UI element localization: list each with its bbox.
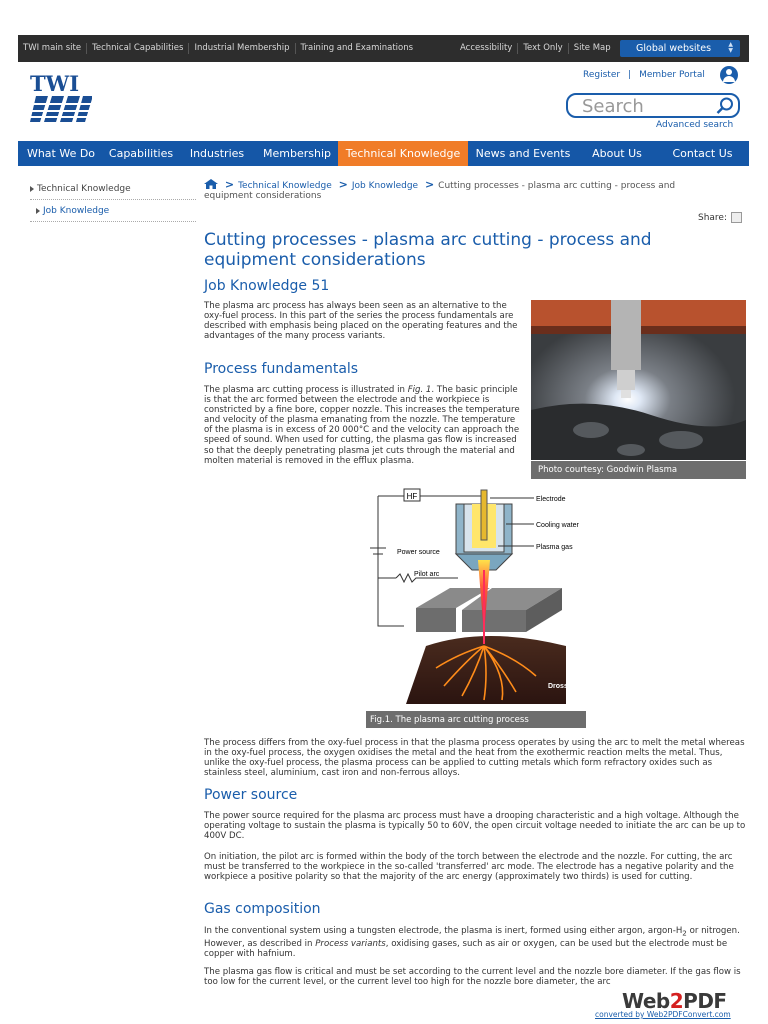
home-icon[interactable] xyxy=(204,179,218,189)
register-link[interactable]: Register xyxy=(583,70,621,80)
breadcrumb-current: Cutting processes - plasma arc cutting - process and equipment considerations xyxy=(204,181,676,201)
plasma-cutting-photo xyxy=(531,300,746,460)
heading-power-source: Power source xyxy=(204,787,298,803)
nav-membership[interactable]: Membership xyxy=(263,147,331,160)
sidebar xyxy=(30,178,196,222)
figure-reference: Fig. 1 xyxy=(407,385,432,395)
select-arrows-icon: ▲ ▼ xyxy=(728,41,733,54)
sidebar-item-job-knowledge[interactable] xyxy=(30,200,196,222)
breadcrumb-separator: > xyxy=(224,178,235,191)
search-input[interactable] xyxy=(582,96,712,116)
account-links xyxy=(583,70,705,80)
print-icon[interactable] xyxy=(731,212,742,223)
plasma-arc-diagram xyxy=(366,486,588,711)
member-avatar-icon[interactable] xyxy=(720,66,738,84)
text: The plasma arc cutting process is illustrated in xyxy=(204,385,408,395)
gas-paragraph-1 xyxy=(204,926,749,959)
label-power-source: Power source xyxy=(397,549,440,556)
nav-news-events[interactable]: News and Events xyxy=(475,147,571,160)
article-subtitle: Job Knowledge 51 xyxy=(204,278,330,294)
power-paragraph-1: The power source required for the plasma arc process must have a drooping characteristic and a high voltage. Although the operating voltage to sustain the plasma is typically 50 to 60V, the open circuit voltage needed to initiate the arc can be up to 400V DC. xyxy=(204,811,746,842)
text: 2 xyxy=(669,989,684,1013)
utility-link-membership[interactable]: Industrial Membership xyxy=(189,43,295,54)
photo-caption: Photo courtesy: Goodwin Plasma xyxy=(531,461,746,479)
breadcrumb xyxy=(204,179,724,201)
nav-contact-us[interactable]: Contact Us xyxy=(672,147,733,160)
arrow-right-icon xyxy=(36,208,40,214)
breadcrumb-separator: > xyxy=(424,178,435,191)
advanced-search-link[interactable]: Advanced search xyxy=(656,120,734,130)
web2pdf-link[interactable]: converted by Web2PDFConvert.com xyxy=(595,1010,731,1019)
diagram-image xyxy=(366,486,588,711)
text: In the conventional system using a tungsten electrode, the plasma is inert, formed using either argon, argon-H xyxy=(204,926,683,936)
text: Web xyxy=(622,989,670,1013)
sidebar-item-label: Job Knowledge xyxy=(43,205,110,216)
logo-stripes-icon xyxy=(30,96,92,122)
breadcrumb-separator: > xyxy=(338,178,348,191)
differs-paragraph: The process differs from the oxy-fuel process in that the plasma process operates by using the arc to melt the metal whereas in the oxy-fuel process, the oxygen oxidises the metal and the heat from the exothermic reaction melts the metal. Thus, unlike the oxy-fuel process, the plasma process can be applied to cutting metals which form refractory oxides such as stainless steel, aluminium, cast iron and non-ferrous alloys. xyxy=(204,738,745,779)
nav-what-we-do[interactable]: What We Do xyxy=(26,147,96,160)
text: , oxidising gases, such as air or oxygen, can be used but the electrode must be copper with hafnium. xyxy=(204,938,728,959)
main-nav xyxy=(18,141,749,166)
utility-link-accessibility[interactable]: Accessibility xyxy=(455,43,518,54)
gas-paragraph-2: The plasma gas flow is critical and must be set according to the current level and the nozzle bore diameter. If the gas flow is too low for the current level, or the current level too high for the nozzle bore diameter, the arc xyxy=(204,967,741,988)
utility-link-main-site[interactable]: TWI main site xyxy=(18,43,87,54)
subscript: 2 xyxy=(682,928,687,938)
nav-industries[interactable]: Industries xyxy=(189,147,245,160)
intro-paragraph: The plasma arc process has always been seen as an alternative to the oxy-fuel process. In this part of the series the process fundamentals are described with emphasis being placed on the operating features and the advantages of the many process variants. xyxy=(204,301,518,342)
utility-link-text-only[interactable]: Text Only xyxy=(518,43,568,54)
utility-link-capabilities[interactable]: Technical Capabilities xyxy=(87,43,189,54)
breadcrumb-technical-knowledge[interactable]: Technical Knowledge xyxy=(238,181,332,191)
arrow-right-icon xyxy=(30,186,34,192)
utility-bar xyxy=(18,35,749,62)
label-electrode: Electrode xyxy=(536,496,566,503)
label-dross: Dross xyxy=(548,683,568,690)
label-hf: HF xyxy=(406,492,418,501)
search-box xyxy=(566,93,740,118)
process-variants-reference: Process variants xyxy=(315,938,386,949)
sidebar-item-technical-knowledge[interactable] xyxy=(30,178,196,200)
heading-process-fundamentals: Process fundamentals xyxy=(204,361,359,377)
power-paragraph-2: On initiation, the pilot arc is formed within the body of the torch between the electrode and the nozzle. For cutting, the arc must be transferred to the workpiece in the so-called 'transferred' arc mode. The electrode has a negative polarity and the workpiece a positive polarity so that the majority of the arc energy (approximately two thirds) is used for cutting. xyxy=(204,852,734,883)
share-label: Share: xyxy=(698,212,728,223)
text: . The basic principle is that the arc formed between the electrode and the workpiece is constricted by a fine bore, copper nozzle. This increases the temperature and velocity of the plasma emanating from the nozzle. The temperature of the plasma is in excess of 20 000°C and the velocity can approach the speed of sound. When used for cutting, the plasma gas flow is increased so that the deeply penetrating plasma jet cuts through the material and molten material is removed in the efflux plasma. xyxy=(204,385,520,466)
utility-links-left xyxy=(18,35,418,62)
logo-wordmark: TWI xyxy=(30,71,80,96)
nav-capabilities[interactable]: Capabilities xyxy=(108,147,174,160)
breadcrumb-job-knowledge[interactable]: Job Knowledge xyxy=(351,181,419,191)
sidebar-item-label: Technical Knowledge xyxy=(37,183,131,194)
utility-links-right xyxy=(455,35,616,62)
text: or nitrogen. However, as described in xyxy=(204,926,740,949)
twi-logo[interactable] xyxy=(30,71,94,124)
label-plasma-gas: Plasma gas xyxy=(536,544,573,551)
heading-gas-composition: Gas composition xyxy=(204,901,321,917)
nav-technical-knowledge[interactable]: Technical Knowledge xyxy=(338,141,468,166)
global-websites-label: Global websites xyxy=(636,43,712,54)
label-cooling-water: Cooling water xyxy=(536,522,579,529)
figure-caption: Fig.1. The plasma arc cutting process xyxy=(366,711,586,728)
share-widget xyxy=(698,212,742,223)
nav-about-us[interactable]: About Us xyxy=(592,147,642,160)
label-pilot-arc: Pilot arc xyxy=(414,571,440,578)
page-title: Cutting processes - plasma arc cutting - process and equipment considerations xyxy=(204,230,652,270)
separator: | xyxy=(628,70,632,80)
fundamentals-paragraph xyxy=(204,385,522,466)
text: PDF xyxy=(683,989,727,1013)
search-icon[interactable] xyxy=(716,97,734,115)
utility-link-training[interactable]: Training and Examinations xyxy=(300,43,414,53)
utility-link-site-map[interactable]: Site Map xyxy=(573,43,611,53)
global-websites-select[interactable] xyxy=(620,40,740,57)
photo-image xyxy=(531,300,746,460)
member-portal-link[interactable]: Member Portal xyxy=(639,70,705,80)
